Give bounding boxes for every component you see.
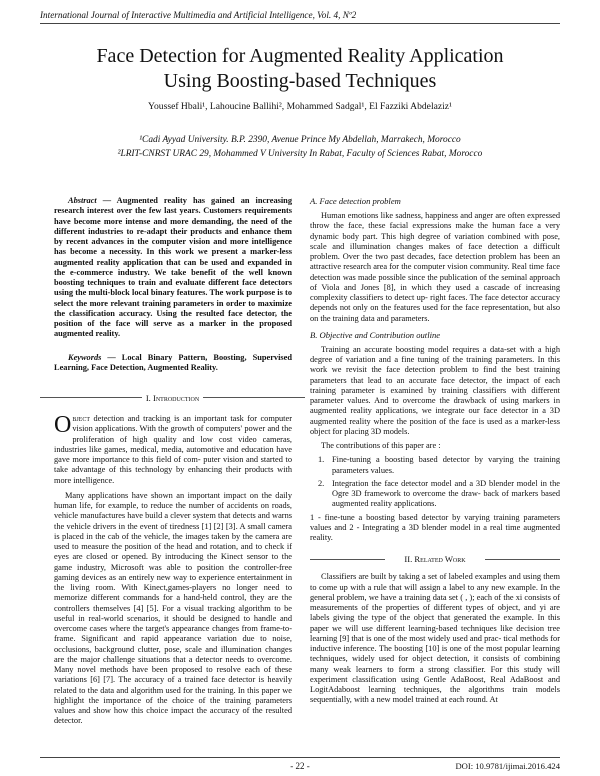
related-heading-wrap: [310, 553, 560, 567]
author-list: Youssef Hbali¹, Lahoucine Ballihi², Mohammed Sadgal¹, El Fazziki Abdelaziz¹: [148, 101, 452, 112]
journal-header: International Journal of Interactive Multimedia and Artificial Intelligence, Vol. 4, Nº2: [40, 10, 357, 20]
doi: DOI: 10.9781/ijimai.2016.424: [455, 761, 560, 771]
right-column: [310, 196, 560, 706]
list-item-number: 1.: [318, 455, 325, 465]
first-word: bject: [72, 414, 91, 423]
subsection-a-paragraph: Human emotions like sadness, happiness and anger are often expressed throw the face, these facial expressions make the human face a very dynamic body part. This high degree of variation combined with pose, scale and illumination changes makes of face detection a difficult problem. Over the two past decades, face detection problem has been an attractive research area for the computer vision community. Real time face detection was made possible since the publication of the seminal approach of Viola and Jones [8], in which they used a cascade of increasing complexity classifiers to detect up- right faces. The face detector accuracy depends not only on the features used for the face representation, but also on the training data and parameters.: [310, 211, 560, 323]
subsection-b-body: [310, 345, 560, 544]
affiliation-1: ¹Cadi Ayyad University. B.P. 2390, Avenue Prince My Abdellah, Marrakech, Morocco: [139, 135, 461, 145]
drop-cap: O: [54, 412, 72, 438]
contributions-summary: 1 - fine-tune a boosting based detector by varying training parameters values and 2 - Integrating a 3D blender model in a real time augmented reality.: [310, 512, 560, 542]
keywords-label: Keywords: [68, 353, 102, 362]
section-heading-related-work: II. Related Work: [404, 554, 466, 565]
related-work-body: [310, 572, 560, 705]
intro-p1-text: detection and tracking is an important task for computer vision applications. With the growth of computers' power and the proliferation of high quality and low cost video cameras, industries like games, medical, media, automotive and education have gave more importance to this field of com- puter vision and started to take advantage of this technology by enhancing their products with more intelligence.: [54, 414, 292, 485]
page-number: - 22 -: [290, 761, 310, 771]
intro-paragraph-1: [54, 414, 292, 486]
paper-title: [40, 44, 560, 94]
intro-paragraph-2: Many applications have shown an important impact on the daily human life, for example, to reduce the number of accidents on roads, vehicle manufactures have build a clever system that detects and warns the vehicle drivers in the event of tiredness [1] [2] [3]. A small camera is placed in the cab of the vehicle, the images taken by the camera are used to measure the position of the head and rotation, and to check if eyes are closed or opened. By introducing the Kinect sensor to the game industry, Microsoft was able to position the controller-free gaming devices as an entirely new way to experience entertainment in the living room. With Kinect,games-players no longer need to memorize different commands for a hand-held control, they are the controllers themselves [4] [5]. For a visual tracking algorithm to be useful in real-world scenarios, it should be designed to handle and overcome cases where the target's appearance changes from frame-to-frame. Significant and rapid appearance variation due to noise, occlusions, background clutter, pose, scale and illumination changes are the major challenge situations that a detector needs to overcome. Many novel methods have been proposed to resolve each of these variations [6] [7]. The accuracy of a trained face detector is heavily related to the data and algorithm used for the training. In this paper we highlight the importance of the choice of the training parameters values and show how this choice impact the accuracy of the resulted detector.: [54, 490, 292, 726]
keywords-text: — Local Binary Pattern, Boosting, Supervised Learning, Face Detection, Augmented Reality.: [54, 353, 292, 373]
keywords: [54, 353, 292, 374]
list-item-text: Integration the face detector model and a 3D blender model in the Ogre 3D framework to overcome the draw- back of markers based augmented reality applications.: [332, 478, 560, 509]
related-work-paragraph: Classifiers are built by taking a set of labeled examples and using them to come up with a rule that will assign a label to any new example. In the general problem, we have a training data set ( , ); each of the xi consists of measurements of the properties of different types of object, and yi are labels giving the type of the object that generated the example. In this paper we will use different learning-based techniques like decision tree learning [9] that is one of the most widely used and prac- tical methods for inductive inference. The boosting [10] is one of the most popular learning techniques, widely used for object detection, it consists of combining many weak learners to form a strong classifier. For this study will experiment classification using Gentle AdaBoost, Real AdaBoost and LogitAdaboost learning techniques, the algorithms train models sequentially, with a new model trained at each round. At: [310, 572, 560, 705]
subsection-heading-b: B. Objective and Contribution outline: [310, 329, 441, 340]
subsection-b-paragraph: Training an accurate boosting model requires a data-set with a high degree of variation and a fine tuning of the training parameters. In this work we revisit the face detection problem to find the best training parameters that lead to an accurate face detector, the impact of each training parameter is examined by training classifiers with different parameter values. And to overcome the drawback of using markers in augmented reality applications, we integrate our face detector in a 3D augmented reality where the position of the face is used as a marker-less object for placing 3D models.: [310, 344, 560, 436]
list-item: [310, 479, 560, 510]
title-line-2: Using Boosting-based Techniques: [163, 70, 437, 92]
abstract: [54, 196, 292, 340]
abstract-label: Abstract: [68, 196, 97, 205]
subsection-heading-a: A. Face detection problem: [310, 196, 401, 206]
list-item-number: 2.: [318, 478, 325, 488]
affiliation-2: ²LRIT-CNRST URAC 29, Mohammed V University In Rabat, Faculty of Sciences Rabat, Morocco: [117, 149, 483, 159]
footer-divider: [40, 757, 560, 758]
list-item-text: Fine-tuning a boosting based detector by varying the training parameters values.: [332, 455, 560, 475]
subsection-a-body: [310, 211, 560, 324]
contributions-list: [310, 455, 560, 509]
title-line-1: Face Detection for Augmented Reality Application: [96, 45, 504, 67]
header-divider: [40, 23, 560, 24]
contributions-intro: The contributions of this paper are :: [321, 441, 441, 450]
section-rule-right: [203, 397, 305, 398]
introduction-body: [54, 414, 292, 727]
list-item: [310, 455, 560, 476]
section-rule-right: [485, 559, 560, 560]
abstract-text: — Augmented reality has gained an increasing research interest over the few last years. Customers requirements have become more intense and more demanding, the need of the different industries to re-adapt their products and enhance them by recent advances in the computer vision and more intelligence has become a necessity. In this work we present a marker-less augmented reality application that can be used and expanded in the e-commerce industry. We take benefit of the well known boosting techniques to train and evaluate different face detectors using the multi-block local binary features. The work purpose is to select the more relevant training parameters in order to maximize the classification accuracy. Using the resulted face detector, the position of the face will serve as a marker in the proposed augmented reality.: [54, 196, 292, 339]
section-heading-introduction: I. Introduction: [145, 393, 200, 403]
